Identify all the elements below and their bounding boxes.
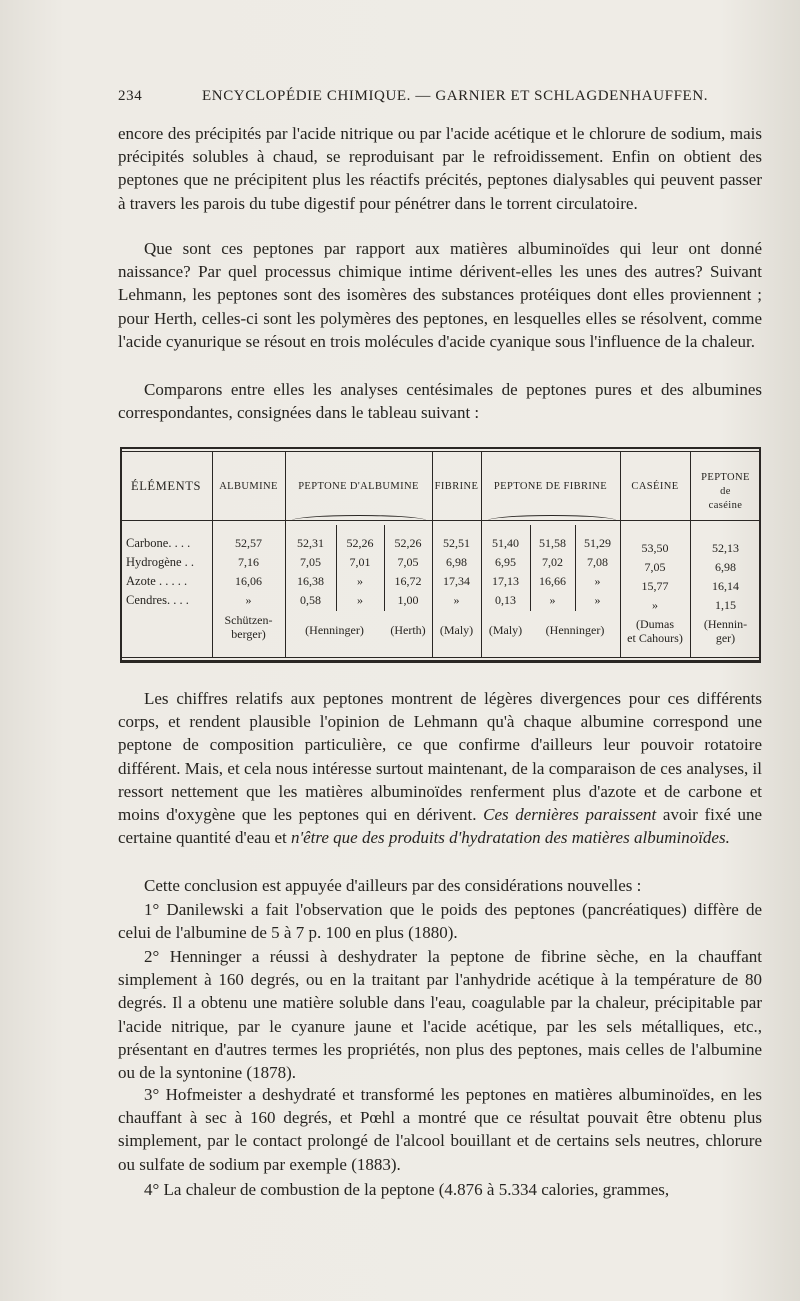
cell-pf2-hydrogene: 7,02 bbox=[542, 555, 563, 569]
paragraph-4 bbox=[118, 687, 762, 849]
composition-table bbox=[120, 447, 761, 663]
row-label-cendres: Cendres. . . . bbox=[126, 593, 189, 607]
cell-pa2-hydrogene: 7,01 bbox=[349, 555, 371, 569]
cell-pa2-carbone: 52,26 bbox=[346, 536, 374, 550]
cell-peptone-caseine-carbone: 52,13 bbox=[712, 541, 739, 555]
source-peptone-albumine: (Henninger) bbox=[305, 623, 364, 637]
paragraph-9: 4° La chaleur de combustion de la peptone (4.876 à 5.334 calories, grammes, bbox=[144, 1180, 670, 1199]
cell-pf3-cendres: » bbox=[594, 593, 601, 607]
header-peptone-fibrine: PEPTONE DE FIBRINE bbox=[493, 481, 608, 492]
cell-pf2-cendres: » bbox=[549, 593, 556, 607]
header-peptone-caseine-line2: de bbox=[720, 486, 731, 497]
source-peptone-fibrine: (Henninger) bbox=[545, 623, 605, 637]
paragraph-4-text: Les chiffres relatifs aux peptones montrent de légères divergences pour ces différents corps, et rendent plausible l'opinion de Lehmann qu'à chaque albumine correspond une peptone de composition particulière, ce que confirme d'ailleurs leur pouvoir rotatoire différent. Mais, et cela nous intéresse surtout maintenant, de la comparaison de ces analyses, il ressort nettement que les matières albuminoïdes renferment plus d'azote et de carbone et moins d'oxygène que les peptones qui en dérivent. bbox=[118, 689, 762, 825]
paragraph-4-mid: avoir fixé une certaine quantité d'eau et bbox=[118, 805, 763, 848]
cell-pa1-azote: 16,38 bbox=[297, 574, 324, 588]
paragraph-5: Cette conclusion est appuyée d'ailleurs par des considérations nouvelles : bbox=[144, 876, 642, 895]
page-number: 234 bbox=[118, 88, 143, 104]
cell-albumine-azote: 16,06 bbox=[235, 574, 262, 588]
paragraph-6: 1° Danilewski a fait l'observation que le poids des peptones (pancréatiques) diffère de celui de l'albumine de 5 à 7 p. 100 en plus (1880). bbox=[118, 900, 762, 943]
cell-caseine-carbone: 53,50 bbox=[641, 541, 669, 555]
source-pf1: (Maly) bbox=[488, 623, 523, 637]
header-peptone-caseine-line3: caséine bbox=[708, 500, 743, 511]
cell-pf3-carbone: 51,29 bbox=[584, 536, 611, 550]
cell-albumine-carbone: 52,57 bbox=[235, 536, 262, 550]
cell-pf2-azote: 16,66 bbox=[539, 574, 566, 588]
source-caseine-line1: (Dumas bbox=[636, 617, 674, 631]
cell-caseine-hydrogene: 7,05 bbox=[644, 560, 666, 574]
cell-caseine-cendres: » bbox=[652, 598, 658, 612]
cell-pa2-azote: » bbox=[357, 574, 363, 588]
paragraph-7: 2° Henninger a réussi à deshydrater la peptone de fibrine sèche, en la chauffant simplement à 160 degrés, ou en la traitant par l'anhydride acétique à la température de 80 degrés. Il a obtenu une matière soluble dans l'eau, coagulable par la chaleur, précipitable par l'acide nitrique, par le cyanure jaune et l'acide acétique, par les sels métalliques, etc., présentant en d'autres termes les propriétés, non plus des peptones, mais celles de l'albumine ou de la syntonine (1878). bbox=[118, 947, 762, 1083]
header-fibrine: FIBRINE bbox=[434, 481, 479, 492]
cell-pa3-hydrogene: 7,05 bbox=[397, 555, 419, 569]
cell-fibrine-cendres: » bbox=[453, 593, 460, 607]
cell-pf2-carbone: 51,58 bbox=[539, 536, 566, 550]
source-peptone-caseine-line2: ger) bbox=[715, 631, 736, 645]
source-pa3: (Herth) bbox=[390, 623, 426, 637]
source-peptone-caseine bbox=[690, 617, 761, 645]
cell-peptone-caseine-hydrogene: 6,98 bbox=[715, 560, 736, 574]
header-peptone-caseine bbox=[690, 471, 761, 513]
row-label-hydrogene: Hydrogène . . bbox=[126, 555, 195, 569]
cell-fibrine-hydrogene: 6,98 bbox=[446, 555, 467, 569]
header-elements: ÉLÉMENTS bbox=[130, 479, 202, 493]
cell-pf3-azote: » bbox=[594, 574, 601, 588]
cell-pf1-cendres: 0,13 bbox=[495, 593, 516, 607]
cell-albumine-cendres: » bbox=[245, 593, 252, 607]
running-title: ENCYCLOPÉDIE CHIMIQUE. — GARNIER ET SCHLAGDENHAUFFEN. bbox=[202, 88, 709, 104]
source-albumine bbox=[212, 613, 285, 641]
cell-peptone-caseine-azote: 16,14 bbox=[712, 579, 739, 593]
cell-pa1-hydrogene: 7,05 bbox=[300, 555, 321, 569]
cell-pa3-carbone: 52,26 bbox=[394, 536, 422, 550]
cell-pa1-carbone: 52,31 bbox=[297, 536, 324, 550]
cell-pf3-hydrogene: 7,08 bbox=[587, 555, 608, 569]
row-label-azote: Azote . . . . . bbox=[126, 574, 188, 588]
cell-fibrine-azote: 17,34 bbox=[443, 574, 470, 588]
row-label-carbone: Carbone. . . . bbox=[126, 536, 191, 550]
header-peptone-albumine: PEPTONE D'ALBUMINE bbox=[298, 481, 419, 492]
header-albumine: ALBUMINE bbox=[219, 481, 278, 492]
paragraph-8: 3° Hofmeister a deshydraté et transformé les peptones en matières albuminoïdes, en les chauffant à sec à 160 degrés, et Pœhl a montré que ce résultat pouvait être obtenu plus simplement, par le contact prolongé de l'alcool bouillant et de certains sels neutres, chlorure ou sulfate de sodium par exemple (1883). bbox=[118, 1085, 762, 1174]
cell-pf1-carbone: 51,40 bbox=[492, 536, 519, 550]
source-caseine bbox=[620, 617, 690, 645]
cell-caseine-azote: 15,77 bbox=[641, 579, 669, 593]
cell-albumine-hydrogene: 7,16 bbox=[238, 555, 259, 569]
cell-pa1-cendres: 0,58 bbox=[300, 593, 321, 607]
paragraph-1: encore des précipités par l'acide nitrique ou par l'acide acétique et le chlorure de sodium, mais précipités solubles à chaud, se reproduisant par le refroidissement. Enfin on obtient des peptones que ne précipitent plus les réactifs précités, peptones dialysables qui peuvent passer à travers les parois du tube digestif pour pénétrer dans le torrent circulatoire. bbox=[118, 124, 762, 213]
cell-pf1-azote: 17,13 bbox=[492, 574, 519, 588]
header-caseine: CASÉINE bbox=[631, 481, 679, 492]
source-caseine-line2: et Cahours) bbox=[627, 631, 683, 645]
source-peptone-caseine-line1: (Hennin- bbox=[703, 617, 748, 631]
cell-pf1-hydrogene: 6,95 bbox=[495, 555, 516, 569]
cell-fibrine-carbone: 52,51 bbox=[443, 536, 470, 550]
cell-peptone-caseine-cendres: 1,15 bbox=[715, 598, 736, 612]
cell-pa2-cendres: » bbox=[357, 593, 363, 607]
cell-pa3-cendres: 1,00 bbox=[397, 593, 419, 607]
paragraph-4-italic-2: n'être que des produits d'hydratation des matières albuminoïdes. bbox=[290, 828, 730, 848]
source-albumine-line2: berger) bbox=[231, 627, 266, 641]
source-fibrine: (Maly) bbox=[439, 623, 474, 637]
header-peptone-caseine-line1: PEPTONE bbox=[701, 472, 750, 483]
cell-pa3-azote: 16,72 bbox=[394, 574, 422, 588]
source-albumine-line1: Schützen- bbox=[224, 613, 273, 627]
paragraph-4-italic-1: Ces dernières paraissent bbox=[483, 805, 657, 825]
paragraph-2: Que sont ces peptones par rapport aux matières albuminoïdes qui leur ont donné naissance? Par quel processus chimique intime dérivent-elles les unes des autres? Suivant Lehmann, les peptones sont des isomères des substances protéiques dont elles proviennent ; pour Herth, celles-ci sont les polymères des peptones, en lesquelles elles se résolvent, comme l'acide cyanurique se résout en trois molécules d'acide cyanique sous l'influence de la chaleur. bbox=[118, 239, 762, 351]
paragraph-3: Comparons entre elles les analyses centésimales de peptones pures et des albumines correspondantes, consignées dans le tableau suivant : bbox=[118, 380, 762, 423]
